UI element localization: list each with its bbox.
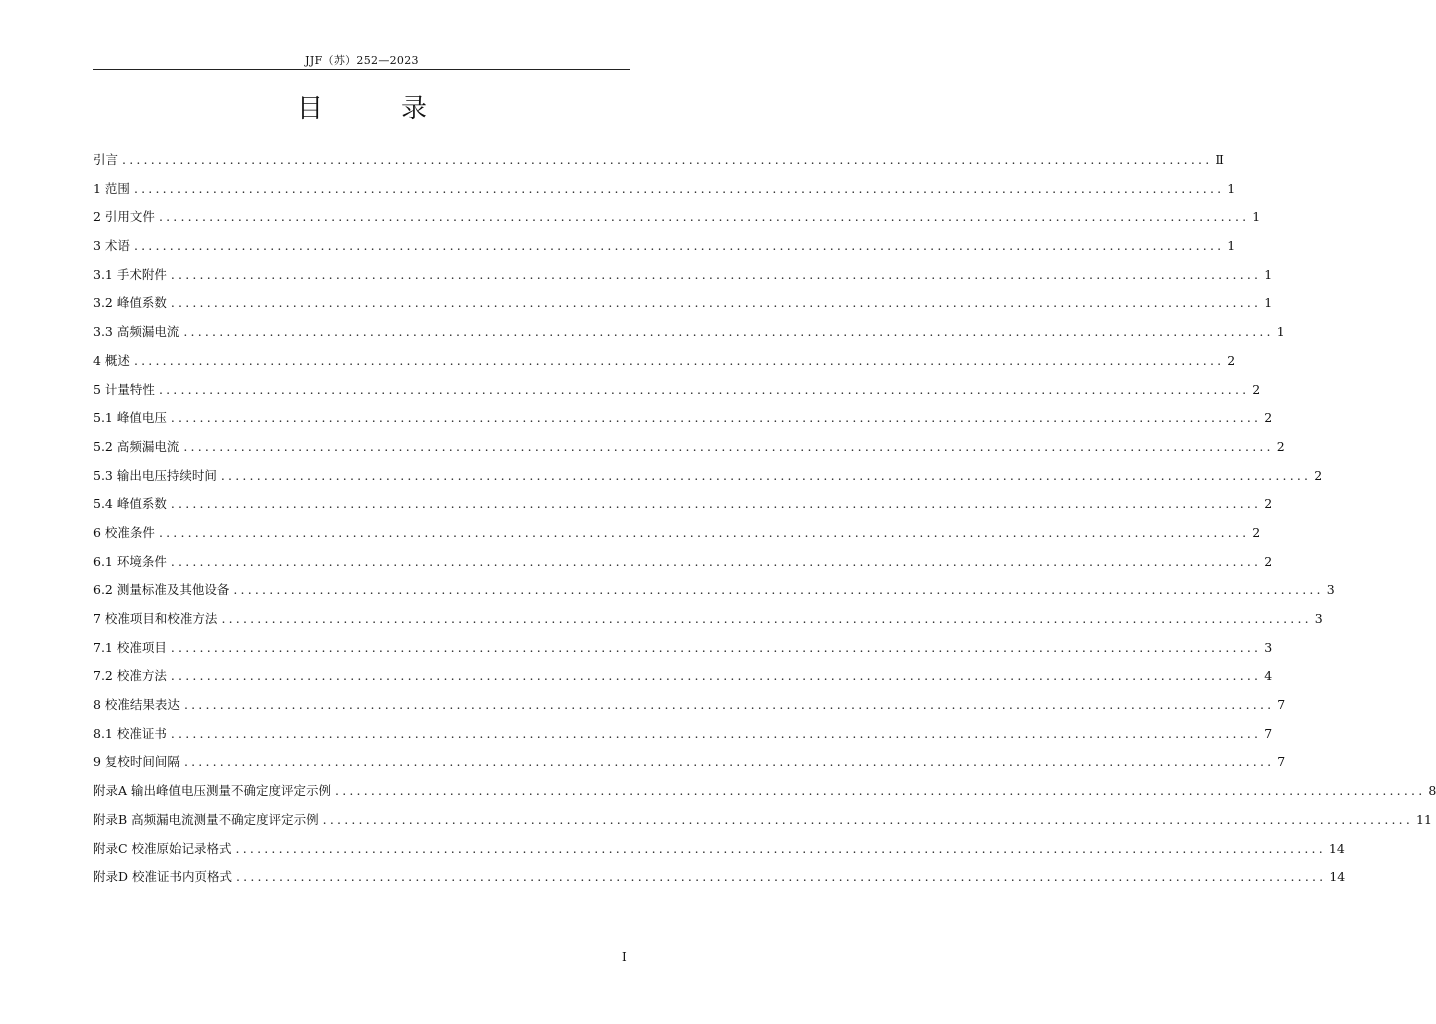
page-number: I xyxy=(622,950,627,964)
toc-dot-leader: ........................................................................................................................................................ xyxy=(183,754,1275,770)
toc-dot-leader: ........................................................................................................................................................ xyxy=(170,639,1262,655)
toc-entry-3[interactable] xyxy=(93,236,1236,265)
toc-entry-page: 14 xyxy=(1329,869,1346,885)
toc-dot-leader: ........................................................................................................................................................ xyxy=(122,152,1213,167)
toc-entry-page: 2 xyxy=(1227,352,1236,368)
toc-entry-2[interactable] xyxy=(93,207,1261,236)
toc-entry-appendix-d[interactable] xyxy=(93,867,1346,896)
toc-dot-leader: ........................................................................................................................................................ xyxy=(133,238,1225,254)
toc-entry-page: Ⅱ xyxy=(1215,152,1224,167)
toc-entry-title: 7 校准项目和校准方法 xyxy=(93,611,218,626)
toc-entry-7-1[interactable] xyxy=(93,638,1273,667)
toc-entry-title: 8 校准结果表达 xyxy=(93,697,180,713)
toc-dot-leader: ........................................................................................................................................................ xyxy=(233,582,1324,598)
toc-dot-leader: ........................................................................................................................................................ xyxy=(158,209,1250,225)
toc-entry-appendix-a[interactable] xyxy=(93,781,1436,810)
toc-entry-title: 2 引用文件 xyxy=(93,209,155,225)
toc-entry-page: 1 xyxy=(1227,180,1236,196)
toc-entry-page: 8 xyxy=(1428,783,1436,799)
toc-entry-title: 5.1 峰值电压 xyxy=(93,410,167,426)
toc-entry-title: 7.2 校准方法 xyxy=(93,668,167,684)
toc-entry-title: 5.2 高频漏电流 xyxy=(93,438,180,454)
toc-dot-leader: ........................................................................................................................................................ xyxy=(235,840,1326,856)
toc-entry-5-2[interactable] xyxy=(93,437,1285,466)
toc-dot-leader: ........................................................................................................................................................ xyxy=(322,811,1414,827)
toc-entry-page: 4 xyxy=(1264,668,1273,684)
toc-dot-leader: ........................................................................................................................................................ xyxy=(170,410,1262,426)
toc-entry-5-3[interactable] xyxy=(93,466,1323,495)
toc-entry-page: 2 xyxy=(1252,524,1261,540)
toc-entry-title: 9 复校时间间隔 xyxy=(93,754,180,770)
toc-entry-6-1[interactable] xyxy=(93,552,1273,581)
toc-entry-introduction[interactable] xyxy=(93,150,1224,179)
toc-entry-title: 7.1 校准项目 xyxy=(93,639,167,655)
toc-entry-title: 1 范围 xyxy=(93,180,130,196)
toc-entry-page: 7 xyxy=(1264,725,1273,741)
toc-entry-8-1[interactable] xyxy=(93,724,1273,753)
toc-dot-leader: ........................................................................................................................................................ xyxy=(170,725,1262,741)
toc-entry-title: 3 术语 xyxy=(93,238,130,254)
toc-dot-leader: ........................................................................................................................................................ xyxy=(220,467,1312,483)
toc-dot-leader: ........................................................................................................................................................ xyxy=(133,180,1225,196)
toc-entry-title: 6.1 环境条件 xyxy=(93,553,167,569)
toc-dot-leader: ........................................................................................................................................................ xyxy=(170,295,1262,311)
toc-entry-title: 引言 xyxy=(93,152,119,167)
toc-entry-title: 5.4 峰值系数 xyxy=(93,496,167,512)
toc-entry-page: 1 xyxy=(1264,295,1273,311)
toc-entry-3-3[interactable] xyxy=(93,322,1285,351)
toc-dot-leader: ........................................................................................................................................................ xyxy=(170,266,1262,282)
toc-dot-leader: ........................................................................................................................................................ xyxy=(183,438,1274,454)
toc-entry-page: 3 xyxy=(1264,639,1273,655)
toc-dot-leader: ........................................................................................................................................................ xyxy=(170,668,1262,684)
toc-entry-title: 附录B 高频漏电流测量不确定度评定示例 xyxy=(93,811,319,827)
toc-entry-page: 3 xyxy=(1314,611,1323,626)
toc-entry-title: 3.1 手术附件 xyxy=(93,266,167,282)
toc-entry-page: 2 xyxy=(1252,381,1261,397)
table-of-contents xyxy=(93,150,1436,896)
toc-dot-leader: ........................................................................................................................................................ xyxy=(170,553,1262,569)
toc-entry-appendix-c[interactable] xyxy=(93,839,1345,868)
toc-entry-page: 1 xyxy=(1276,324,1285,340)
page-title: 目 录 xyxy=(296,94,453,124)
toc-entry-title: 5.3 输出电压持续时间 xyxy=(93,467,217,483)
toc-entry-page: 7 xyxy=(1277,697,1286,713)
toc-dot-leader: ........................................................................................................................................................ xyxy=(183,324,1274,340)
toc-dot-leader: ........................................................................................................................................................ xyxy=(158,524,1250,540)
toc-entry-title: 5 计量特性 xyxy=(93,381,155,397)
toc-entry-7[interactable] xyxy=(93,609,1323,638)
toc-entry-title: 6 校准条件 xyxy=(93,524,155,540)
toc-entry-title: 附录D 校准证书内页格式 xyxy=(93,869,232,885)
toc-entry-page: 3 xyxy=(1326,582,1335,598)
toc-entry-6[interactable] xyxy=(93,523,1261,552)
toc-entry-6-2[interactable] xyxy=(93,580,1335,609)
toc-dot-leader: ........................................................................................................................................................ xyxy=(221,611,1312,626)
toc-entry-page: 1 xyxy=(1227,238,1236,254)
toc-entry-page: 1 xyxy=(1252,209,1261,225)
toc-entry-page: 1 xyxy=(1264,266,1273,282)
toc-entry-3-1[interactable] xyxy=(93,265,1273,294)
toc-dot-leader: ........................................................................................................................................................ xyxy=(170,496,1262,512)
toc-entry-page: 7 xyxy=(1277,754,1286,770)
toc-entry-title: 附录C 校准原始记录格式 xyxy=(93,840,232,856)
toc-dot-leader: ........................................................................................................................................................ xyxy=(183,697,1275,713)
toc-entry-page: 2 xyxy=(1276,438,1285,454)
toc-entry-page: 11 xyxy=(1416,811,1432,827)
toc-entry-8[interactable] xyxy=(93,695,1286,724)
toc-entry-9[interactable] xyxy=(93,752,1286,781)
toc-entry-page: 2 xyxy=(1264,553,1273,569)
running-header: JJF（苏）252—2023 xyxy=(305,54,419,67)
toc-entry-4[interactable] xyxy=(93,351,1236,380)
toc-entry-7-2[interactable] xyxy=(93,666,1273,695)
toc-entry-title: 4 概述 xyxy=(93,352,130,368)
toc-entry-page: 2 xyxy=(1314,467,1323,483)
toc-dot-leader: ........................................................................................................................................................ xyxy=(158,381,1250,397)
toc-entry-page: 14 xyxy=(1328,840,1345,856)
toc-entry-title: 3.2 峰值系数 xyxy=(93,295,167,311)
toc-entry-title: 3.3 高频漏电流 xyxy=(93,324,180,340)
toc-entry-appendix-b[interactable] xyxy=(93,810,1432,839)
toc-entry-page: 2 xyxy=(1264,496,1273,512)
toc-entry-5-4[interactable] xyxy=(93,494,1273,523)
toc-entry-title: 6.2 测量标准及其他设备 xyxy=(93,582,230,598)
toc-entry-page: 2 xyxy=(1264,410,1273,426)
toc-dot-leader: ........................................................................................................................................................ xyxy=(133,352,1225,368)
toc-entry-3-2[interactable] xyxy=(93,293,1273,322)
toc-dot-leader: ........................................................................................................................................................ xyxy=(335,783,1426,799)
toc-entry-title: 附录A 输出峰值电压测量不确定度评定示例 xyxy=(93,783,332,799)
header-rule xyxy=(93,69,630,70)
toc-dot-leader: ........................................................................................................................................................ xyxy=(236,869,1327,885)
toc-entry-5[interactable] xyxy=(93,380,1261,409)
toc-entry-1[interactable] xyxy=(93,179,1236,208)
toc-entry-title: 8.1 校准证书 xyxy=(93,725,167,741)
toc-entry-5-1[interactable] xyxy=(93,408,1273,437)
